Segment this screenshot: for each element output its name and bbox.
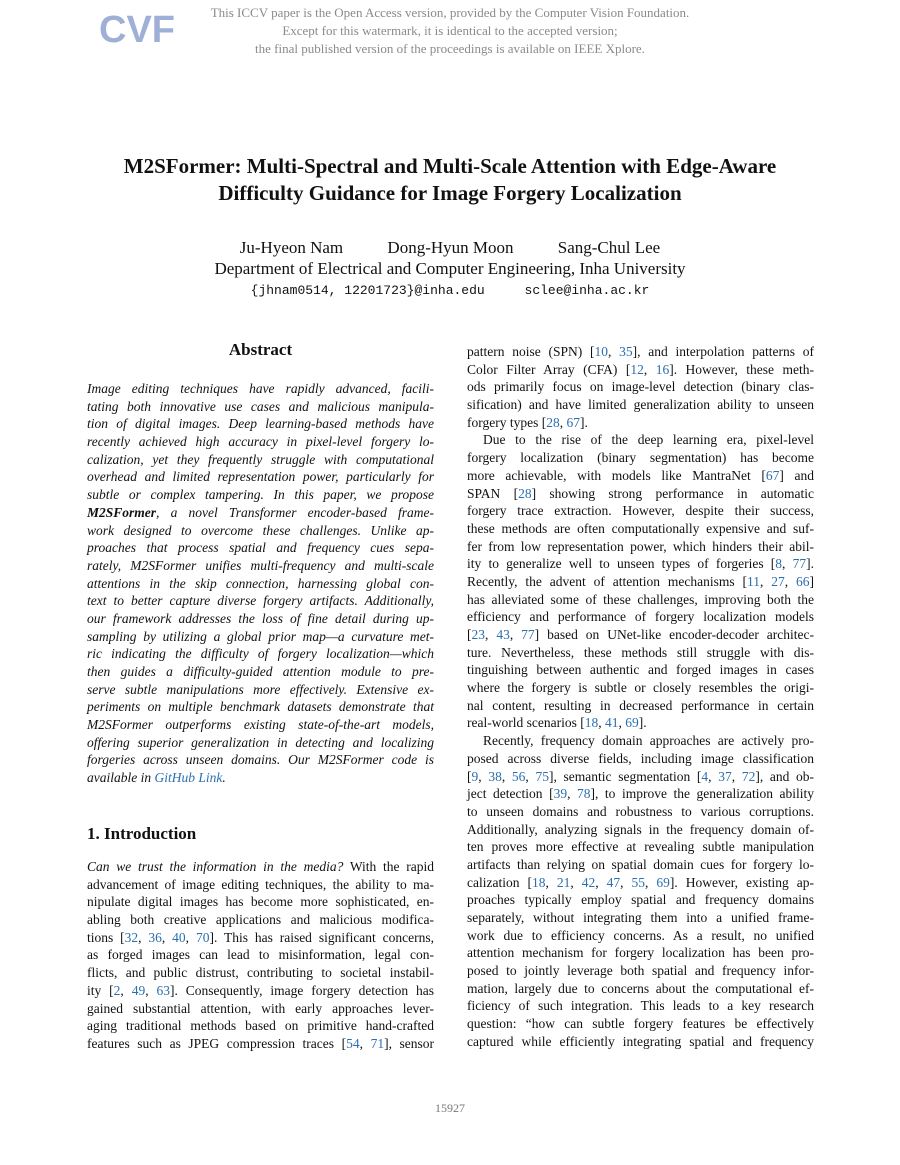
author-name: Ju-Hyeon Nam — [239, 238, 344, 257]
citation-link[interactable]: 77 — [792, 556, 807, 572]
introduction-heading: 1. Introduction — [87, 824, 197, 843]
text-line: mation, largely due to concerns about the computational ef- — [467, 980, 814, 996]
text-line: forgery localization (binary segmentation) has become — [467, 450, 814, 466]
text-line: to unseen domains and robustness to various corruptions. — [467, 803, 814, 819]
citation-link[interactable]: 41 — [604, 715, 619, 731]
text-line: fer from low representation power, which hinders their abil- — [467, 538, 814, 554]
text-line: nal content, resulting in decreased performance in certain — [467, 697, 814, 713]
citation-link[interactable]: 10 — [594, 344, 609, 359]
text-line: advancement of image editing techniques, the ability to ma- — [87, 876, 434, 892]
citation-link[interactable]: 9 — [471, 768, 479, 784]
text-line: Image editing techniques have rapidly advanced, facili- — [87, 381, 434, 396]
text-line: forgery trace extraction. However, despite their success, — [467, 503, 814, 519]
text-line: where the forgery is subtle or closely resembles the origi- — [467, 680, 814, 696]
text-line: tinguishing between authentic and forged images in cases — [467, 662, 814, 678]
citation-link[interactable]: 28 — [518, 485, 532, 501]
text-line: captured while efficiently integrating spatial and frequency — [467, 1033, 814, 1049]
text-line: Can we trust the information in the media? With the rapid — [87, 859, 434, 874]
citation-link[interactable]: 4 — [701, 768, 709, 784]
text-line: aging traditional methods based on primitive hand-crafted — [87, 1018, 434, 1034]
paper-title — [60, 153, 840, 207]
text-line: offering superior generalization in detecting and localizing — [87, 734, 434, 750]
text-line: rately, M2SFormer unifies multi-frequency and multi-scale — [87, 557, 434, 573]
text-line: question: “how can subtle forgery features be effectively — [467, 1016, 814, 1032]
title-line: Difficulty Guidance for Image Forgery Localization — [218, 181, 682, 205]
citation-link[interactable]: 39 — [553, 786, 568, 802]
open-access-watermark — [160, 4, 740, 58]
text-line: our framework addresses the loss of fine detail during up- — [87, 610, 434, 626]
text-line: flicts, and public distrust, contributing to societal instabil- — [87, 965, 434, 981]
citation-link[interactable]: 55 — [631, 874, 645, 890]
text-line: nipulate digital images has become more sophisticated, en- — [87, 894, 434, 910]
text-line: posed to jointly leverage both spatial and frequency infor- — [467, 963, 814, 979]
text-line: Recently, the advent of attention mechanisms [11, 27, 66] — [467, 573, 815, 589]
text-line: Due to the rise of the deep learning era, pixel-level — [483, 432, 814, 448]
text-line: abling both creative applications and malicious modifica- — [87, 912, 434, 928]
text-line: forgeries across unseen domains. Our M2SFormer code is — [87, 752, 434, 768]
text-line: ric indicating the difficulty of forgery localization—which — [87, 646, 434, 662]
text-line: ity [2, 49, 63]. Consequently, image forgery detection has — [87, 982, 435, 998]
watermark-line: the final published version of the proceedings is available on IEEE Xplore. — [255, 41, 645, 56]
text-line: M2SFormer, a novel Transformer encoder-based frame- — [87, 504, 434, 520]
right-column-body — [467, 343, 814, 1051]
citation-link[interactable]: 67 — [765, 467, 780, 483]
text-line: ity to generalize well to unseen types of forgeries [8, 77]. — [467, 556, 815, 572]
citation-link[interactable]: 2 — [113, 982, 121, 998]
title-line: M2SFormer: Multi-Spectral and Multi-Scale Attention with Edge-Aware — [123, 154, 777, 178]
citation-link[interactable]: 47 — [606, 874, 621, 890]
citation-link[interactable]: 75 — [535, 768, 549, 784]
citation-link[interactable]: 69 — [625, 715, 639, 731]
text-line: periments on multiple benchmark datasets demonstrate that — [87, 699, 434, 715]
citation-link[interactable]: 18 — [584, 715, 599, 731]
text-line: Additionally, analyzing signals in the frequency domain of- — [467, 821, 814, 837]
cvf-logo — [99, 8, 175, 51]
text-line: artifacts than relying on spatial domain cues for forgery lo- — [467, 856, 814, 872]
citation-link[interactable]: 11 — [746, 573, 760, 589]
text-line: pattern noise (SPN) [10, 35], and interpolation patterns of — [467, 344, 815, 359]
page-number: 15927 — [435, 1101, 465, 1115]
text-line: ject detection [39, 78], to improve the generalization ability — [467, 786, 815, 802]
citation-link[interactable]: 21 — [556, 874, 571, 890]
text-line: calization [18, 21, 42, 47, 55, 69]. However, existing ap- — [467, 874, 815, 890]
text-line: attention mechanism for forgery localization has been pro- — [467, 945, 814, 961]
text-line: posed across diverse fields, including image classification — [467, 750, 814, 766]
citation-link[interactable]: 54 — [346, 1035, 360, 1051]
abstract-body — [87, 380, 434, 787]
text-line: recently achieved high accuracy in pixel-level forgery lo- — [87, 434, 434, 450]
citation-link[interactable]: 12 — [630, 361, 644, 377]
text-line: [23, 43, 77] based on UNet-like encoder-decoder architec- — [467, 627, 814, 642]
citation-link[interactable]: 40 — [172, 929, 186, 945]
text-line: separately, without integrating them into a unified frame- — [467, 910, 814, 925]
citation-link[interactable]: 66 — [796, 573, 810, 589]
citation-link[interactable]: 36 — [148, 929, 162, 945]
text-line: tating both innovative use cases and malicious manipula- — [87, 398, 434, 414]
citation-link[interactable]: 69 — [656, 874, 670, 890]
text-line: Recently, frequency domain approaches are actively pro- — [483, 733, 814, 749]
citation-link[interactable]: 35 — [619, 344, 633, 359]
author-list — [0, 238, 900, 258]
text-line: M2SFormer outperforms existing state-of-the-art models, — [87, 717, 434, 733]
text-line: proaches that process spatial and frequency cues sepa- — [87, 540, 434, 556]
text-line: work due to efficiency concerns. As a result, no unified — [467, 927, 814, 943]
text-line: these methods are often computationally expensive and suf- — [467, 520, 814, 536]
text-line: tion of digital images. Deep learning-based methods have — [87, 416, 434, 432]
text-line: real-world scenarios [18, 41, 69]. — [467, 715, 647, 731]
author-name: Sang-Chul Lee — [557, 238, 661, 257]
text-line: available in GitHub Link. — [87, 770, 226, 786]
citation-link[interactable]: 32 — [124, 929, 139, 945]
text-line: subtle or complex tampering. In this paper, we propose — [87, 487, 434, 503]
watermark-line: Except for this watermark, it is identical to the accepted version; — [282, 23, 618, 38]
citation-link[interactable]: 38 — [488, 768, 502, 784]
citation-link[interactable]: 43 — [496, 627, 510, 642]
svg-text:CVF: CVF — [99, 9, 175, 51]
text-line: ods primarily focus on image-level detection (binary clas- — [467, 379, 814, 395]
citation-link[interactable]: 78 — [576, 786, 591, 802]
text-line: features such as JPEG compression traces [54, 71], sensor — [87, 1035, 435, 1051]
text-line: efficiency and performance of forgery localization models — [467, 609, 814, 625]
citation-link[interactable]: 23 — [471, 627, 485, 642]
citation-link[interactable]: 42 — [581, 874, 596, 890]
citation-link[interactable]: 70 — [195, 929, 210, 945]
citation-link[interactable]: 16 — [655, 361, 670, 377]
text-line: text to better capture diverse forgery artifacts. Additionally, — [87, 593, 434, 609]
text-line: as forged images can lead to misinformation, legal con- — [87, 947, 434, 963]
citation-link[interactable]: 56 — [511, 768, 526, 784]
text-line: serve subtle manipulations more effectively. Extensive ex- — [87, 681, 434, 697]
text-line: sification) and have limited generalization ability to unseen — [467, 397, 814, 413]
text-line: calization, yet they frequently struggle with computational — [87, 451, 434, 467]
text-line: ficiency of such integration. This leads to a key research — [467, 998, 814, 1014]
text-line: gained substantial attention, with early approaches lever- — [87, 1000, 434, 1016]
abstract-heading: Abstract — [228, 340, 293, 359]
affiliation: Department of Electrical and Computer Engineering, Inha University — [214, 259, 686, 278]
citation-link[interactable]: 8 — [775, 556, 783, 572]
email: sclee@inha.ac.kr — [524, 283, 650, 298]
citation-link[interactable]: 72 — [741, 768, 756, 784]
text-line: tions [32, 36, 40, 70]. This has raised significant concerns, — [87, 929, 435, 945]
text-line: overhead and limited representation power, particularly for — [87, 469, 434, 485]
text-line: [9, 38, 56, 75], semantic segmentation [4, 37, 72], and ob- — [467, 768, 815, 784]
text-line: work designed to overcome these challenges. Unlike ap- — [87, 522, 434, 538]
text-line: Color Filter Array (CFA) [12, 16]. However, these meth- — [467, 361, 814, 377]
author-name: Dong-Hyun Moon — [387, 238, 514, 257]
text-line: SPAN [28] showing strong performance in automatic — [467, 485, 814, 501]
text-line: ten proves more effective at revealing subtle manipulation — [467, 839, 814, 855]
text-line: more achievable, with models like MantraNet [67] and — [467, 467, 814, 483]
github-link[interactable]: GitHub Link — [154, 770, 223, 786]
citation-link[interactable]: 63 — [156, 982, 170, 998]
text-line: then guides a difficulty-guided attention module to pre- — [87, 664, 434, 679]
citation-link[interactable]: 27 — [771, 573, 785, 589]
text-line: ture. Nevertheless, these methods still struggle with dis- — [467, 644, 814, 660]
text-line: has alleviated some of these challenges, improving both the — [467, 591, 814, 607]
citation-link[interactable]: 67 — [566, 414, 580, 430]
email: {jhnam0514, 12201723}@inha.edu — [250, 283, 485, 298]
citation-link[interactable]: 49 — [131, 982, 146, 998]
introduction-body — [87, 858, 434, 1053]
text-line: attentions in the skip connection, harnessing global con- — [87, 575, 434, 591]
citation-link[interactable]: 77 — [521, 627, 535, 642]
text-line: sampling by utilizing a global prior map—a curvature met- — [87, 628, 434, 644]
text-line: forgery types [28, 67]. — [467, 414, 588, 430]
watermark-line: This ICCV paper is the Open Access version, provided by the Computer Vision Foundation. — [210, 5, 690, 20]
citation-link[interactable]: 71 — [370, 1035, 385, 1051]
text-line: proaches typically employ spatial and frequency domains — [467, 892, 814, 908]
author-emails — [0, 283, 900, 299]
citation-link[interactable]: 37 — [718, 768, 732, 784]
citation-link[interactable]: 28 — [546, 414, 560, 430]
citation-link[interactable]: 18 — [531, 874, 546, 890]
